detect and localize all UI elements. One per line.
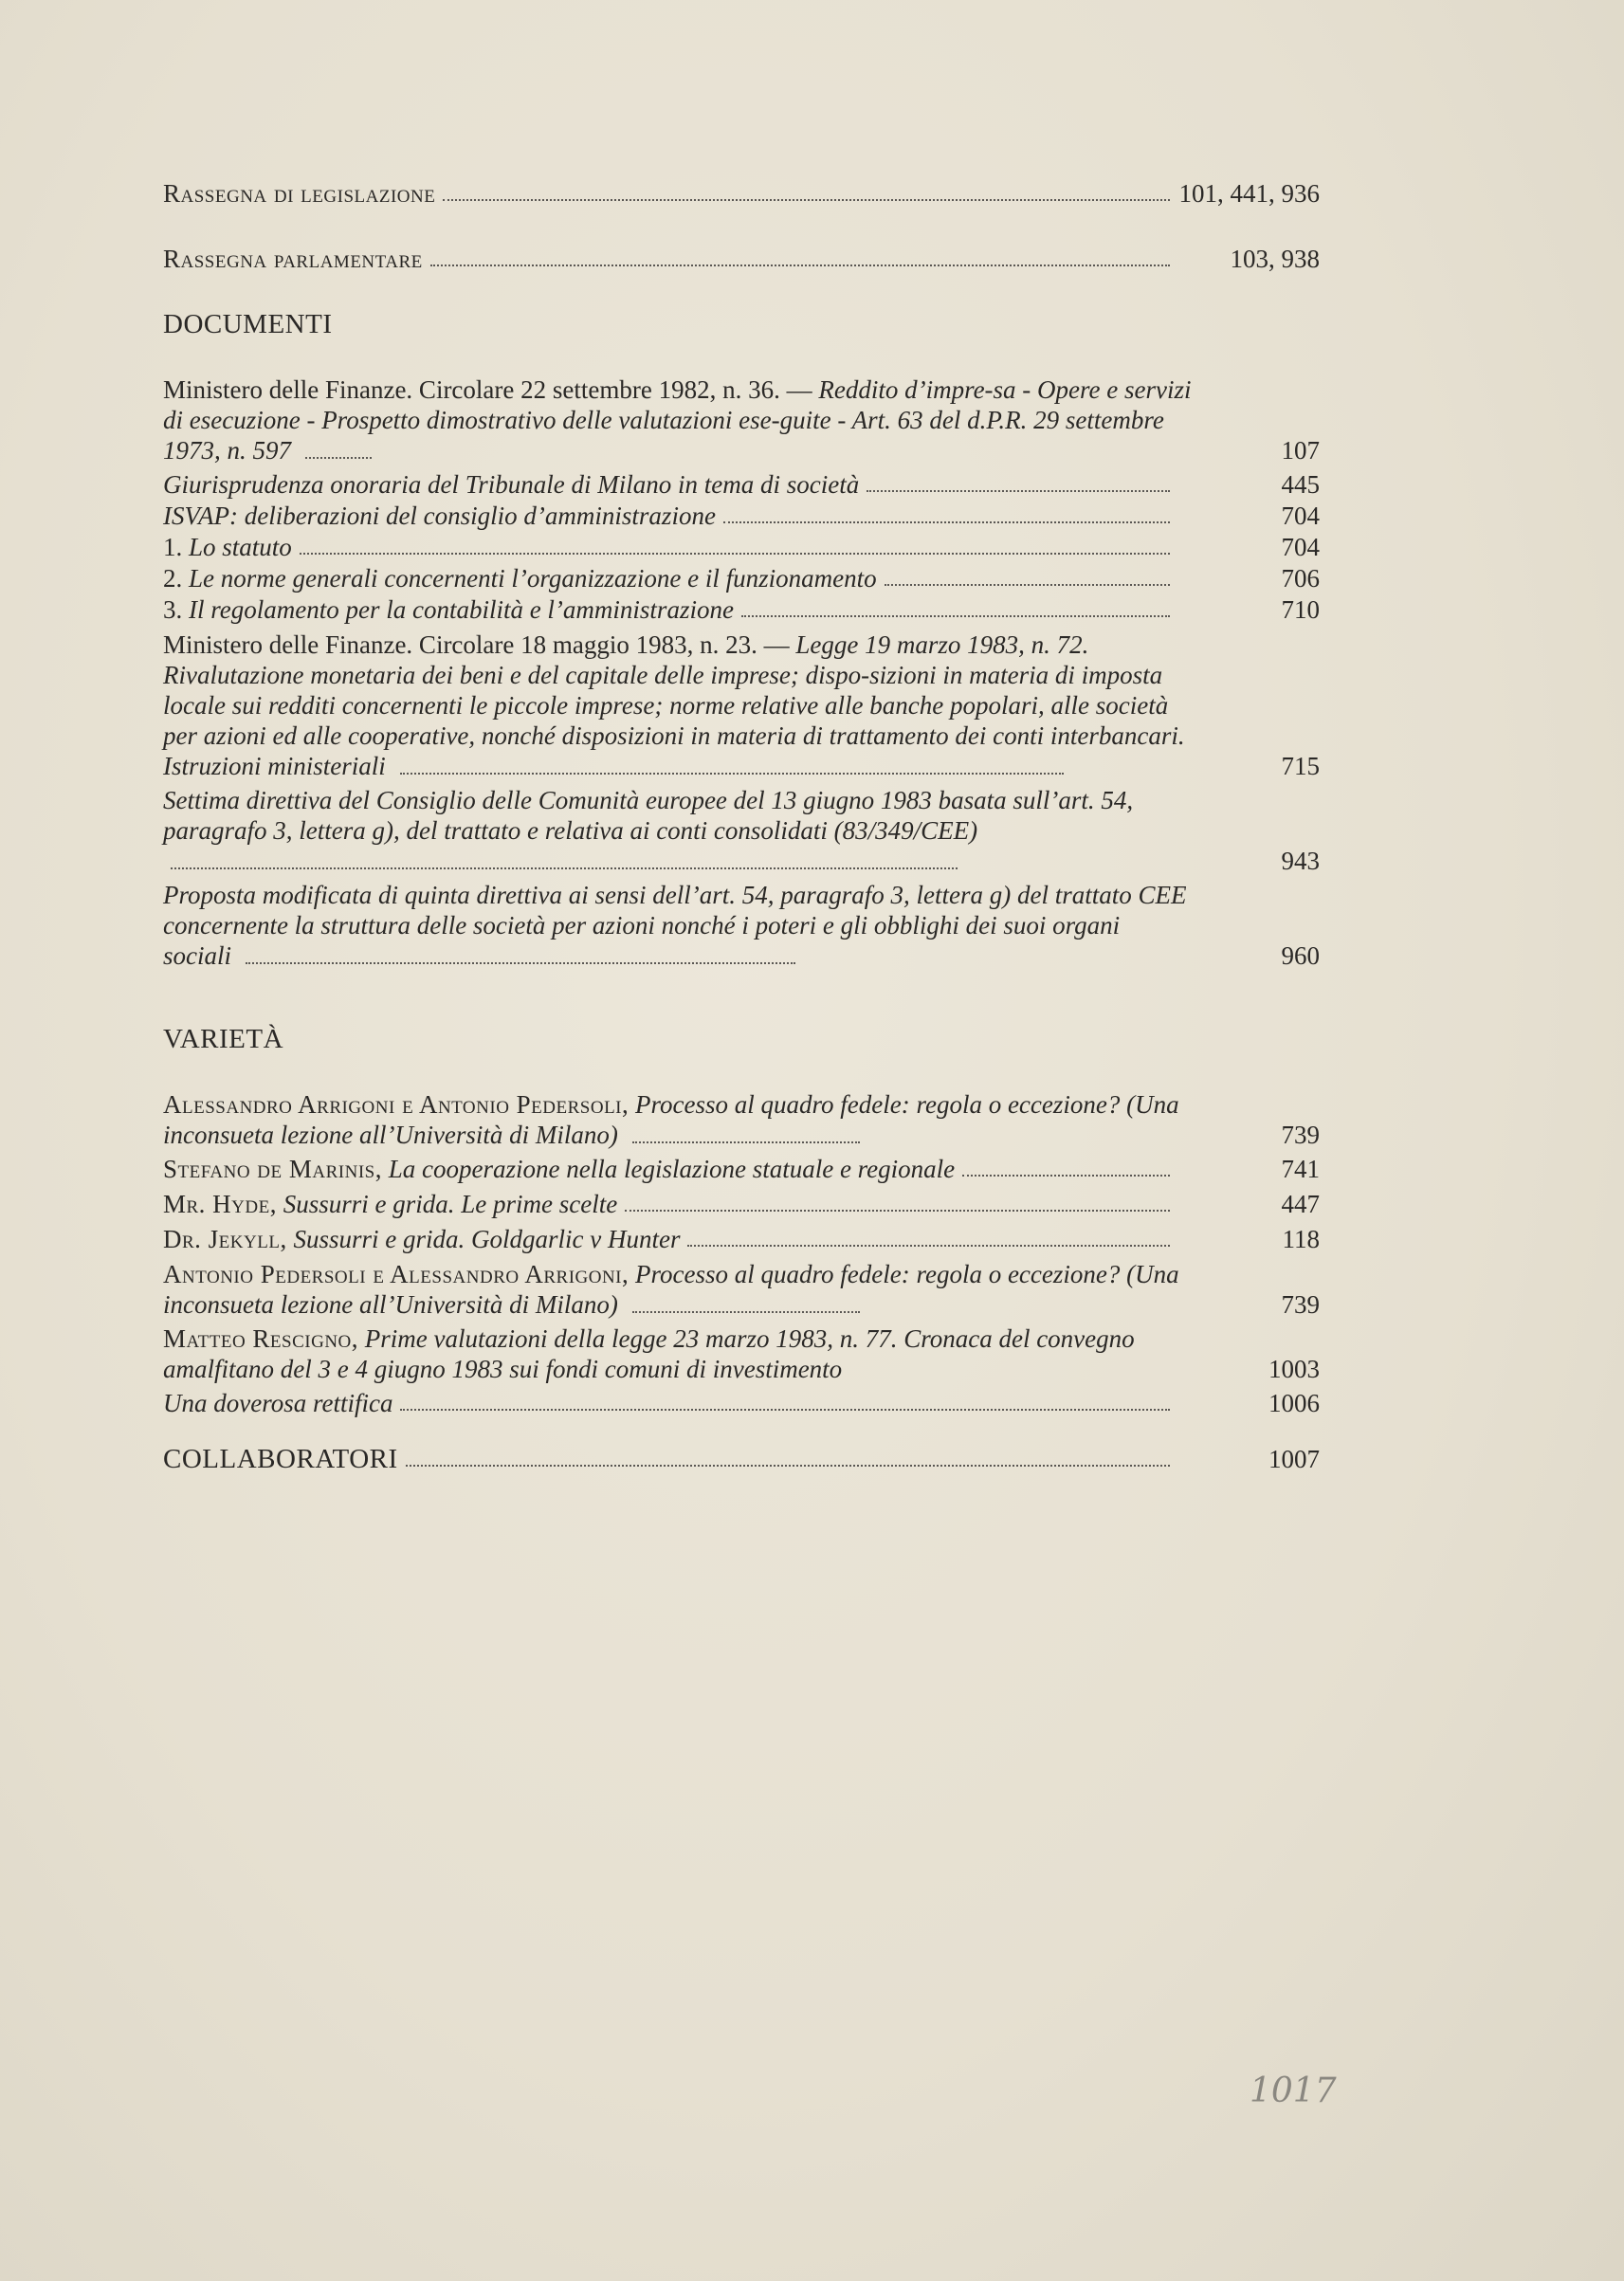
toc-entry-title: Sussurri e grida. Goldgarlic v Hunter [293,1225,681,1253]
toc-entry-title: Reddito d’impre-sa - Opere e servizi di esecuzione - Prospetto dimostrativo delle valutazioni ese-guite - Art. 63 del d.P.R. 29 settembre 1973, n. 597 [163,375,1192,465]
toc-entry [163,501,1320,532]
toc-entry-collaboratori [163,1444,1320,1475]
toc-page-number: 739 [1281,1121,1320,1149]
toc-entry [163,1388,1320,1419]
toc-entry-title: ISVAP: deliberazioni del consiglio d’amministrazione [163,502,716,530]
table-of-contents [163,178,1320,1475]
toc-entry-title: Sussurri e grida. Le prime scelte [283,1190,618,1218]
toc-entry-title: COLLABORATORI [163,1444,398,1474]
toc-entry-title: Processo al quadro fedele: regola o eccezione? (Una inconsueta lezione all’Università di Milano) [163,1260,1179,1319]
toc-entry-text [163,1154,955,1185]
toc-entry-lead: Ministero delle Finanze. Circolare 22 settembre 1982, n. 36. — [163,375,812,404]
toc-entry-title: Il regolamento per la contabilità e l’amministrazione [189,595,734,624]
toc-entry [163,563,1320,594]
toc-entry-title: Proposta modificata di quinta direttiva ai sensi dell’art. 54, paragrafo 3, lettera g) del trattato CEE concernente la struttura delle società per azioni nonché i poteri e gli obblighi dei suoi organi sociali [163,881,1187,970]
dot-leader [625,1210,1170,1212]
dot-leader [406,1465,1170,1467]
toc-page-number: 943 [1281,847,1320,875]
dot-leader [300,553,1170,555]
toc-entry-author: Stefano de Marinis, [163,1155,382,1183]
toc-page-number: 739 [1281,1290,1320,1319]
toc-entry [163,1154,1320,1185]
toc-page-number: 741 [1281,1155,1320,1183]
toc-page-numbers: 101, 441, 936 [1178,179,1320,208]
toc-entry-number: 3. [163,595,183,624]
toc-entry-author: Matteo Rescigno, [163,1324,359,1353]
toc-entry [163,532,1320,563]
toc-entry [163,374,1320,465]
toc-entry [163,630,1320,781]
toc-entry-title: Giurisprudenza onoraria del Tribunale di Milano in tema di società [163,470,860,499]
toc-page-number: 1007 [1268,1445,1320,1473]
toc-page-number: 445 [1281,470,1320,499]
toc-page-number: 1003 [1268,1355,1320,1383]
dot-leader [867,490,1170,492]
dot-leader [885,584,1170,586]
toc-page-number: 447 [1281,1190,1320,1218]
toc-page-number: 706 [1281,564,1320,593]
dot-leader [171,867,958,869]
toc-entry-number: 1. [163,533,183,561]
toc-entry-title: La cooperazione nella legislazione statuale e regionale [388,1155,956,1183]
toc-page-numbers: 103, 938 [1230,245,1320,273]
dot-leader [305,457,372,459]
toc-page-number: 704 [1281,502,1320,530]
toc-entry-author: Mr. Hyde, [163,1190,277,1218]
toc-entry-text [163,1224,680,1255]
toc-entry-rassegna-parlamentare [163,244,1320,275]
dot-leader [632,1141,860,1143]
toc-entry [163,1189,1320,1220]
toc-page-number: 715 [1281,752,1320,780]
toc-entry [163,1323,1320,1384]
toc-entry [163,1259,1320,1320]
toc-page-number: 1006 [1268,1389,1320,1417]
section-heading-documenti: DOCUMENTI [163,309,333,339]
section-heading-varieta: VARIETÀ [163,1024,284,1054]
toc-entry [163,1224,1320,1255]
toc-page-number: 960 [1281,941,1320,970]
dot-leader [400,773,1064,775]
toc-entry-title: Prime valutazioni della legge 23 marzo 1983, n. 77. Cronaca del convegno amalfitano del 3 e 4 giugno 1983 sui fondi comuni di investimento [163,1324,1135,1383]
toc-entry-text [163,1189,617,1220]
dot-leader [962,1175,1170,1177]
toc-entry-title: Settima direttiva del Consiglio delle Comunità europee del 13 giugno 1983 basata sull’art. 54, paragrafo 3, lettera g), del trattato e relativa ai conti consolidati (83/349/CEE) [163,786,1134,845]
dot-leader [687,1245,1170,1247]
toc-entry-title: Lo statuto [189,533,292,561]
toc-entry-title: Una doverosa rettifica [163,1389,393,1417]
dot-leader [246,962,795,964]
dot-leader [430,265,1170,266]
toc-page-number: 710 [1281,595,1320,624]
toc-entry [163,785,1320,876]
toc-entry [163,594,1320,626]
toc-entry-title: Legge 19 marzo 1983, n. 72. Rivalutazione monetaria dei beni e del capitale delle imprese; dispo-sizioni in materia di imposta locale sui redditi concernenti le piccole imprese; norme relative alle banche popolari, alle società per azioni ed alle cooperative, nonché disposizioni in materia di trattamento dei conti interbancari. Istruzioni ministeriali [163,630,1185,780]
toc-entry-author: Antonio Pedersoli e Alessandro Arrigoni, [163,1260,630,1288]
dot-leader [723,521,1170,523]
toc-entry-lead: Ministero delle Finanze. Circolare 18 maggio 1983, n. 23. — [163,630,790,659]
toc-entry-title: Rassegna parlamentare [163,245,423,273]
dot-leader [632,1311,860,1313]
toc-entry-author: Dr. Jekyll, [163,1225,287,1253]
toc-page-number: 704 [1281,533,1320,561]
toc-entry-rassegna-legislazione [163,178,1320,210]
toc-entry-title: Processo al quadro fedele: regola o eccezione? (Una inconsueta lezione all’Università di Milano) [163,1090,1179,1149]
toc-entry-number: 2. [163,564,183,593]
toc-entry-author: Alessandro Arrigoni e Antonio Pedersoli, [163,1090,630,1119]
page-number: 1017 [1250,2071,1337,2110]
toc-entry [163,469,1320,501]
dot-leader [741,615,1170,617]
toc-entry [163,1089,1320,1150]
toc-entry-title: Rassegna di legislazione [163,179,436,208]
dot-leader [443,199,1170,201]
toc-entry [163,880,1320,971]
toc-page-number: 107 [1281,436,1320,465]
toc-page-number: 118 [1282,1225,1320,1253]
dot-leader [400,1409,1170,1411]
toc-entry-title: Le norme generali concernenti l’organizzazione e il funzionamento [189,564,877,593]
